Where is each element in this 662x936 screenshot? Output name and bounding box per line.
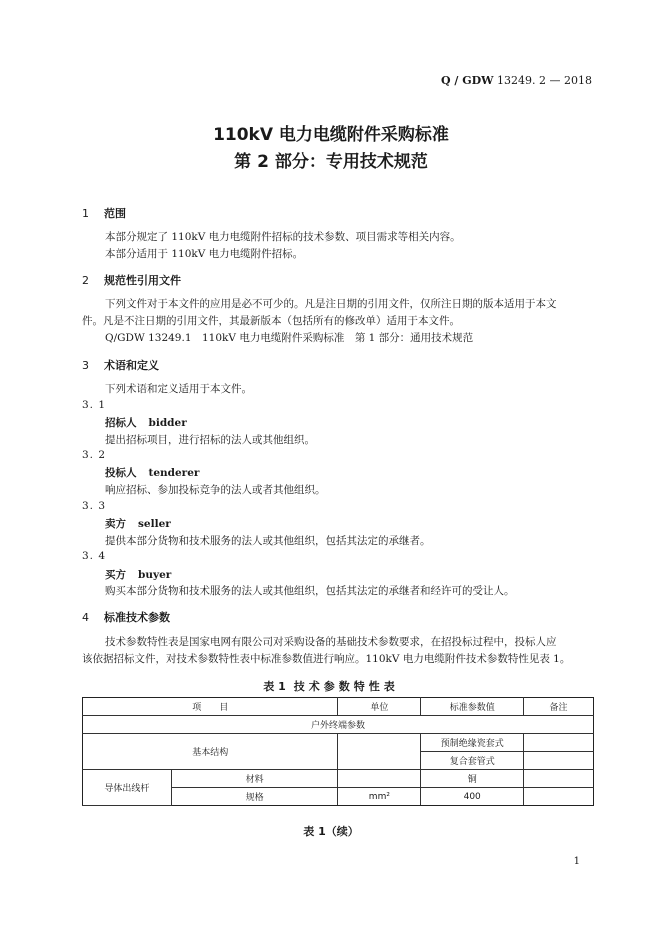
term-en: bidder <box>148 417 187 429</box>
term-number: 3. 2 <box>82 449 107 461</box>
paragraph: 本部分规定了 110kV 电力电缆附件招标的技术参数、项目需求等相关内容。 <box>105 231 461 243</box>
group-label: 户外终端参数 <box>83 716 594 734</box>
cell-value: 400 <box>421 788 524 806</box>
cell-note <box>524 734 594 752</box>
header-note: 备注 <box>524 698 594 716</box>
document-subtitle: 第 2 部分：专用技术规范 <box>234 152 428 172</box>
table-caption-number: 表 1 <box>263 680 286 693</box>
term-number: 3. 1 <box>82 399 107 411</box>
term-title <box>105 465 199 480</box>
section-4-heading <box>82 609 170 625</box>
cell-value: 铜 <box>421 770 524 788</box>
section-number: 1 <box>82 207 89 220</box>
table-caption-title: 技术参数特性表 <box>293 680 399 693</box>
cell-unit: mm² <box>338 788 421 806</box>
term-cn: 投标人 <box>105 467 137 479</box>
section-2-heading <box>82 272 181 288</box>
term-definition: 响应招标、参加投标竞争的法人或者其他组织。 <box>105 484 326 496</box>
term-en: buyer <box>138 569 172 581</box>
term-number: 3. 3 <box>82 500 107 512</box>
paragraph: 下列术语和定义适用于本文件。 <box>105 383 252 395</box>
table-row <box>83 770 594 788</box>
table-header-row <box>83 698 594 716</box>
standard-code <box>441 74 592 87</box>
table-row <box>83 734 594 752</box>
cell-name: 规格 <box>171 788 338 806</box>
term-cn: 招标人 <box>105 417 137 429</box>
cell-unit <box>338 770 421 788</box>
paragraph: 下列文件对于本文件的应用是必不可少的。凡是注日期的引用文件，仅所注日期的版本适用于本文 <box>105 298 557 310</box>
term-definition: 购买本部分货物和技术服务的法人或其他组织，包括其法定的承继者和经许可的受让人。 <box>105 585 515 597</box>
term-number: 3. 4 <box>82 550 107 562</box>
section-1-heading <box>82 205 126 221</box>
header-item: 项 目 <box>83 698 338 716</box>
header-standard-value: 标准参数值 <box>421 698 524 716</box>
paragraph: 该依据招标文件，对技术参数特性表中标准参数值进行响应。110kV 电力电缆附件技术参数特性见表 1。 <box>82 653 571 665</box>
cell-note <box>524 752 594 770</box>
term-cn: 卖方 <box>105 518 126 530</box>
row-label-basic-structure: 基本结构 <box>83 734 338 770</box>
cell-note <box>524 770 594 788</box>
term-en: tenderer <box>148 467 200 479</box>
page-number: 1 <box>573 856 580 867</box>
standard-code-number: 13249. 2 — 2018 <box>497 74 592 87</box>
term-definition: 提出招标项目，进行招标的法人或其他组织。 <box>105 434 315 446</box>
section-number: 3 <box>82 359 89 372</box>
section-3-heading <box>82 357 159 373</box>
term-en: seller <box>138 518 171 530</box>
cell-value: 复合套管式 <box>421 752 524 770</box>
term-title <box>105 516 171 531</box>
term-title <box>105 567 171 582</box>
cell-unit <box>338 734 421 770</box>
paragraph: 件。凡是不注日期的引用文件，其最新版本（包括所有的修改单）适用于本文件。 <box>82 315 460 327</box>
document-title: 110kV 电力电缆附件采购标准 <box>213 125 449 145</box>
section-title: 标准技术参数 <box>104 611 170 624</box>
cell-note <box>524 788 594 806</box>
table-caption <box>0 678 662 694</box>
paragraph: 技术参数特性表是国家电网有限公司对采购设备的基础技术参数要求，在招投标过程中，投标人应 <box>105 636 557 648</box>
header-unit: 单位 <box>338 698 421 716</box>
technical-parameters-table <box>82 697 594 806</box>
table-continued-caption: 表 1（续） <box>303 825 359 838</box>
paragraph: 本部分适用于 110kV 电力电缆附件招标。 <box>105 248 304 260</box>
row-label-conductor-lug: 导体出线杆 <box>83 770 172 806</box>
normative-reference: Q/GDW 13249.1 110kV 电力电缆附件采购标准 第 1 部分：通用技术规范 <box>105 332 474 344</box>
term-definition: 提供本部分货物和技术服务的法人或其他组织，包括其法定的承继者。 <box>105 535 431 547</box>
section-number: 4 <box>82 611 89 624</box>
term-title <box>105 415 187 430</box>
table-group-row <box>83 716 594 734</box>
cell-value: 预制绝缘瓷套式 <box>421 734 524 752</box>
cell-name: 材料 <box>171 770 338 788</box>
section-title: 规范性引用文件 <box>104 274 181 287</box>
section-title: 范围 <box>104 207 126 220</box>
section-title: 术语和定义 <box>104 359 159 372</box>
standard-code-prefix: Q / GDW <box>440 74 494 87</box>
section-number: 2 <box>82 274 89 287</box>
term-cn: 买方 <box>105 569 126 581</box>
